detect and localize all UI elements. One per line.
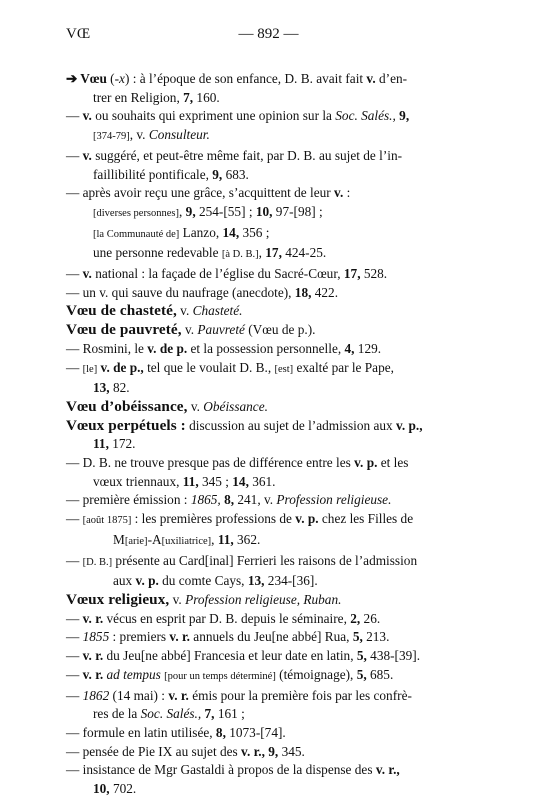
line-text: — (66, 666, 83, 682)
line-text: 234-[36]. (264, 573, 318, 589)
line-text: — (66, 266, 83, 282)
line-text: , v. (129, 127, 149, 143)
line-text: — (66, 687, 83, 703)
line-text: (témoignage), (275, 666, 357, 682)
line-text: , (211, 531, 218, 547)
line-text: 5, (352, 629, 363, 645)
index-line (66, 724, 470, 743)
index-line (66, 454, 470, 473)
line-text: 683. (222, 166, 249, 182)
line-text: 345. (278, 743, 305, 759)
index-line (66, 203, 470, 224)
line-text: v. (334, 185, 344, 201)
line-text: 9, (212, 166, 223, 182)
line-text: (Vœu de p.). (244, 322, 316, 338)
line-text: — (66, 147, 83, 163)
line-text: , (258, 245, 266, 261)
line-text: 685. (366, 666, 394, 682)
line-text: du comte Cays, (158, 573, 248, 589)
line-text: [pour un temps déterminé] (164, 670, 276, 682)
line-text: 11, (182, 473, 199, 489)
entry-heading: Vœu de chasteté, (66, 302, 177, 320)
line-text: vœux triennaux, (93, 473, 183, 489)
line-text: chez les Filles de (318, 511, 414, 527)
line-text: M[arie]-A[uxiliatrice] (113, 531, 212, 547)
line-text: [est] (274, 363, 294, 375)
line-text: : les premières professions de (131, 511, 296, 527)
line-text: 172. (108, 436, 136, 452)
line-text: v. (82, 108, 92, 124)
line-text: 11, (217, 531, 234, 547)
line-text: 7, (183, 89, 194, 105)
page-number: — 892 — (238, 26, 299, 42)
line-text: 362. (233, 531, 261, 547)
line-text: 14, (222, 224, 240, 240)
line-text: — (66, 359, 83, 375)
line-text: national : la façade de l’église du Sacré-Cœur, (91, 266, 344, 282)
line-text: v. (169, 591, 186, 607)
line-text: v. (82, 266, 92, 282)
index-line (66, 107, 470, 126)
line-text: 2, (350, 610, 361, 626)
line-text: — formule en latin utilisée, (66, 724, 216, 740)
line-text: 160. (193, 89, 220, 105)
entry-heading: Vœu d’obéissance, (66, 397, 188, 415)
index-line (66, 687, 470, 706)
entry-heading: Vœux religieux, (66, 590, 170, 608)
line-text: d’en- (375, 71, 408, 86)
line-text: Consulteur. (148, 127, 210, 143)
index-line (66, 147, 470, 166)
line-text: discussion au sujet de l’admission aux (185, 417, 396, 433)
line-text: v. de p., (100, 359, 144, 375)
index-line (66, 244, 470, 265)
line-text: 17, (343, 266, 361, 282)
line-text: ) : à l’époque de son enfance, D. B. avait fait (124, 71, 367, 86)
line-text: , (179, 203, 186, 219)
line-text: 97-[98] ; (272, 203, 323, 219)
line-text: 13, (93, 380, 110, 396)
line-text: aux (113, 573, 136, 589)
line-text: v. (187, 398, 204, 414)
line-text: Vœu (80, 71, 107, 86)
line-text: [D. B.] (82, 556, 113, 568)
index-line (66, 572, 470, 591)
line-text: du Jeu[ne abbé] Francesia et leur date en latin, (103, 648, 357, 664)
line-text: v. p. (135, 573, 159, 589)
line-text: suggéré, et peut-être même fait, par D. B. au sujet de l’in- (91, 147, 403, 163)
line-text: v. r., (241, 743, 265, 759)
line-text: v. de p. (147, 340, 188, 356)
line-text: Pauvreté (197, 322, 245, 338)
index-line (66, 552, 470, 573)
line-text: Profession religieuse. (276, 492, 392, 508)
line-text: — un v. qui sauve du naufrage (anecdote), (66, 284, 295, 300)
line-text: — (66, 511, 83, 527)
line-text: 13, (247, 573, 265, 589)
index-line (66, 743, 470, 762)
line-text: 9, (268, 743, 279, 759)
line-text: 345 ; (198, 473, 233, 489)
line-text: v. p. (354, 455, 378, 471)
line-text: 10, (255, 203, 273, 219)
line-text: res de la (93, 706, 141, 722)
line-text: 528. (360, 266, 388, 282)
index-line (66, 510, 470, 531)
line-text: 18, (294, 284, 312, 300)
line-text: faillibilité pontificale, (93, 166, 213, 182)
line-text: 1862 (82, 687, 110, 703)
line-text: 1855 (82, 629, 110, 645)
line-text: vécus en esprit par D. B. depuis le séminaire, (103, 610, 351, 626)
index-line (66, 705, 470, 724)
line-text: v. p. (295, 511, 319, 527)
index-line (66, 435, 470, 454)
line-text: 5, (356, 648, 367, 664)
index-line (66, 780, 470, 799)
line-text: Obéissance. (203, 398, 268, 414)
line-text: 356 ; (239, 224, 270, 240)
line-text: — pensée de Pie IX au sujet des (66, 743, 242, 759)
line-text: — (66, 108, 83, 124)
line-text: ad tempus (106, 666, 161, 682)
index-line (66, 610, 470, 629)
line-text: Lanzo, (179, 224, 223, 240)
index-line (66, 473, 470, 492)
index-line (66, 184, 470, 203)
line-text: [la Communauté de] (93, 228, 180, 240)
line-text: ou souhaits qui expriment une opinion sur la (91, 108, 336, 124)
index-line (66, 302, 470, 321)
line-text: 9, (185, 203, 196, 219)
line-text: — après avoir reçu une grâce, s’acquittent de leur (66, 185, 335, 201)
line-text: v. r. (169, 629, 190, 645)
line-text: 11, (93, 436, 109, 452)
line-text: v. r. (82, 610, 104, 626)
line-text: — insistance de Mgr Gastaldi à propos de la dispense des (66, 762, 376, 778)
line-text: 82. (109, 380, 130, 396)
line-text: annuels du Jeu[ne abbé] Rua, (189, 629, 353, 645)
line-text: — Rosmini, le (66, 340, 148, 356)
line-text: — (66, 629, 83, 645)
line-text: 213. (362, 629, 390, 645)
index-line (66, 224, 470, 245)
line-text: ➔ (66, 71, 81, 86)
index-line (66, 379, 470, 398)
line-text: tel que le voulait D. B., (143, 359, 275, 375)
line-text: Soc. Salés., (335, 108, 396, 124)
line-text: v. (176, 303, 193, 319)
line-text: : premiers (109, 629, 170, 645)
line-text: 10, (93, 781, 110, 797)
line-text: Chasteté. (192, 303, 243, 319)
line-text: [374-79] (93, 131, 130, 143)
line-text: Soc. Salés., (140, 706, 202, 722)
line-text: — D. B. ne trouve presque pas de différence entre les (66, 455, 355, 471)
index-line (66, 647, 470, 666)
index-line (66, 531, 470, 552)
line-text: v. p., (395, 417, 423, 433)
line-text: v. (82, 147, 92, 163)
line-text: [le] (82, 363, 98, 375)
index-line (66, 591, 470, 610)
line-text: v. r. (82, 648, 104, 664)
entry-heading: Vœux perpétuels : (66, 416, 186, 434)
line-text: -x (114, 71, 125, 86)
index-line (66, 761, 470, 780)
line-text: 5, (356, 666, 367, 682)
index-entries (66, 70, 470, 799)
line-text: — (66, 648, 83, 664)
line-text: 702. (109, 781, 137, 797)
line-text: [août 1875] (82, 515, 132, 527)
line-text: [diverses personnes] (93, 207, 180, 219)
index-line (66, 340, 470, 359)
index-line (66, 284, 470, 303)
line-text: v. (181, 322, 198, 338)
index-line (66, 166, 470, 185)
index-line (66, 628, 470, 647)
index-line (66, 70, 470, 89)
line-text: 161 ; (214, 706, 245, 722)
index-line (66, 491, 470, 510)
line-text: 1865, (190, 492, 221, 508)
index-line (66, 417, 470, 436)
index-line (66, 265, 470, 284)
line-text: — (66, 552, 83, 568)
line-text: 26. (360, 610, 381, 626)
line-text: 9, (399, 108, 410, 124)
line-text: 8, (224, 492, 235, 508)
line-text: [à D. B.] (221, 249, 259, 261)
line-text: 254-[55] ; (195, 203, 256, 219)
line-text: 361. (248, 473, 276, 489)
page-header (66, 26, 471, 46)
index-line (66, 398, 470, 417)
line-text: 438-[39]. (366, 648, 421, 664)
index-line (66, 359, 470, 380)
line-text: exalté par le Pape, (293, 359, 394, 375)
line-text: v. r., (375, 762, 400, 778)
line-text: v. r. (82, 666, 104, 682)
running-head: VŒ (66, 26, 91, 42)
line-text: v. (366, 71, 376, 86)
line-text: (14 mai) : (109, 687, 169, 703)
line-text: v. r. (168, 687, 189, 703)
line-text: — première émission : (66, 492, 191, 508)
line-text: 14, (232, 473, 249, 489)
line-text: 4, (344, 340, 355, 356)
line-text: 129. (354, 340, 382, 356)
line-text: 8, (215, 724, 226, 740)
line-text: 17, (265, 245, 282, 261)
line-text: ( (106, 71, 115, 86)
line-text: 424-25. (281, 245, 327, 261)
line-text: Profession religieuse, Ruban. (185, 591, 342, 607)
line-text: trer en Religion, (93, 89, 184, 105)
line-text: présente au Card[inal] Ferrieri les raisons de l’admission (112, 552, 418, 568)
line-text: une personne redevable (93, 245, 222, 261)
index-line (66, 666, 470, 687)
line-text: : (343, 185, 351, 201)
line-text: émis pour la première fois par les confrè- (188, 687, 412, 703)
line-text: 7, (204, 706, 215, 722)
line-text: 1073-[74]. (225, 724, 286, 740)
index-line (66, 89, 470, 108)
line-text: 241, v. (234, 492, 277, 508)
line-text: et la possession personnelle, (187, 340, 345, 356)
index-line (66, 126, 470, 147)
line-text: — (66, 610, 83, 626)
index-line (66, 321, 470, 340)
entry-heading: Vœu de pauvreté, (66, 321, 182, 339)
line-text: et les (377, 455, 409, 471)
line-text: 422. (311, 284, 339, 300)
